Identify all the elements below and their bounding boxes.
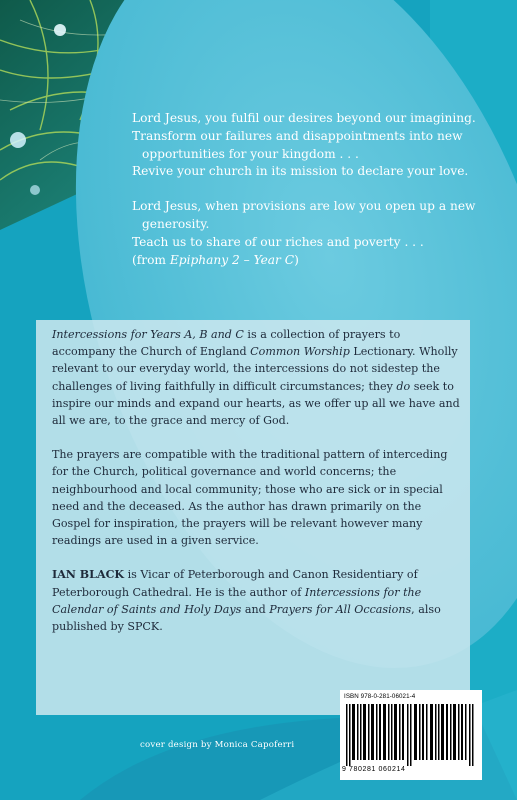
prayer-line: Teach us to share of our riches and poverty . . . [132,234,424,249]
prayer-line: Lord Jesus, you fulfil our desires beyond our imagining. [132,111,476,125]
prayer-source: (from Epiphany 2 – Year C) [132,252,299,267]
blurb-paragraph-2: The prayers are compatible with the traditional pattern of interceding for the Church, political governance and world concerns; the neighbourhood and local community; those who are sick or in special need and the deceased. As the author has drawn primarily on the Gospel for inspiration, the prayers will be relevant however many readings are used in a given service. [52,448,448,548]
blurb-text [52,326,462,652]
author-bio: IAN BLACK is Vicar of Peterborough and Canon Residentiary of Peterborough Cathedral. He is the author of Intercessions for the Calendar of Saints and Holy Days and Prayers for All Occasions, also published by SPCK. [52,568,441,634]
prayer-stanza-2 [132,198,492,269]
barcode-digits: 9 780281 060214 [342,766,406,773]
author-name: IAN BLACK [52,568,125,582]
prayer-line: Transform our failures and disappointments into new opportunities for your kingdom . . . [132,128,463,161]
prayer-excerpt [132,110,492,286]
prayer-line: Lord Jesus, when provisions are low you open up a new generosity. [132,199,476,231]
blurb-paragraph-1: Intercessions for Years A, B and C is a collection of prayers to accompany the Church of England Common Worship Lectionary. Wholly relevant to our everyday world, the intercessions do not sidestep the challenges of living faithfully in difficult circumstances; they do seek to inspire our minds and expand our hearts, as we offer up all we have and all we are, to the grace and mercy of God. [52,328,460,428]
cover-design-credit: cover design by Monica Capoferri [140,740,295,750]
isbn-barcode [340,690,482,780]
isbn-number: ISBN 978-0-281-06021-4 [344,693,416,700]
barcode-bars [346,704,476,766]
prayer-stanza-1 [132,110,492,181]
prayer-line: Revive your church in its mission to declare your love. [132,164,469,179]
